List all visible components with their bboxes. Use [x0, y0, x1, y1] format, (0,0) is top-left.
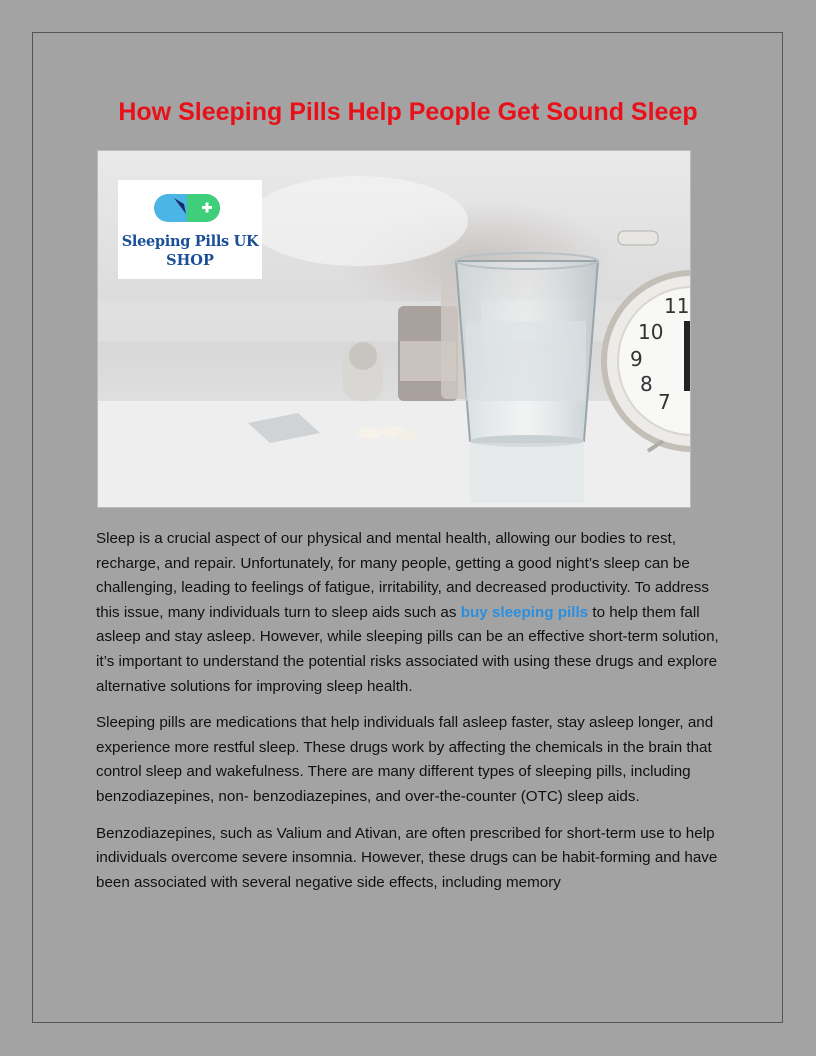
- buy-sleeping-pills-link[interactable]: buy sleeping pills: [460, 603, 589, 621]
- pill-icon: [118, 180, 262, 230]
- clock-numeral-10: 10: [638, 320, 664, 344]
- logo-text-line1: Sleeping Pills UK: [121, 233, 259, 250]
- page-title: How Sleeping Pills Help People Get Sound Sleep: [118, 98, 698, 126]
- paragraph-3: Benzodiazepines, such as Valium and Ativan, are often prescribed for short-term use to help individuals overcome severe insomnia. However, these drugs can be habit-forming and have been associated with several negative side effects, including memory: [96, 824, 718, 891]
- paragraph-1: [96, 527, 720, 699]
- brand-logo: [118, 180, 262, 279]
- clock-numeral-7: 7: [658, 390, 671, 414]
- clock-numeral-9: 9: [630, 347, 643, 371]
- article-body: [96, 527, 720, 907]
- clock-numeral-8: 8: [640, 372, 653, 396]
- paragraph-1-text-before: Sleep is a crucial aspect of our physical and mental health, allowing our bodies to rest, recharge, and repair. Unfortunately, for many people, getting a good night’s sleep can be challenging, leading to feelings of fatigue, irritability, and decreased productivity. To address this issue, many individuals turn to sleep aids such as: [96, 530, 709, 621]
- paragraph-2: Sleeping pills are medications that help individuals fall asleep faster, stay asleep longer, and experience more restful sleep. These drugs work by affecting the chemicals in the brain that control sleep and wakefulness. There are many different types of sleeping pills, including benzodiazepines, non- benzodiazepines, and over-the-counter (OTC) sleep aids.: [96, 714, 714, 805]
- logo-text-line2: SHOP: [166, 252, 214, 269]
- paragraph-1-text-after: to help them fall asleep and stay asleep. However, while sleeping pills can be an effective short-term solution, it’s important to understand the potential risks associated with using these drugs and explore alternative solutions for improving sleep health.: [96, 603, 719, 695]
- clock-numeral-11: 11: [664, 294, 690, 318]
